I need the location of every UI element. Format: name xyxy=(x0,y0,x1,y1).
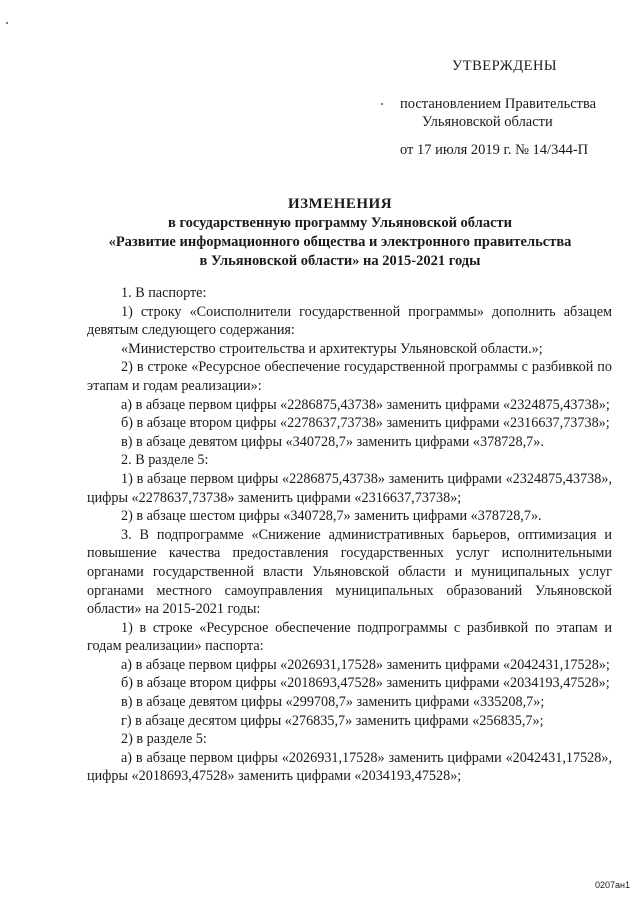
paragraph-12: 1) в строке «Ресурсное обеспечение подпрограммы с разбивкой по этапам и годам реализации» паспорта: xyxy=(87,619,612,655)
approval-date: от 17 июля 2019 г. № 14/344-П xyxy=(400,142,589,158)
document-code: 0207ан1 xyxy=(594,880,630,890)
approved-by: постановлением Правительства xyxy=(400,96,597,112)
paragraph-11: 3. В подпрограмме «Снижение административных барьеров, оптимизация и повышение качества предоставления государственных услуг исполнительными органами государственной власти Ульяновской области и муниципальных услуг органами местного самоуправления муниципальных образований Ульяновской области» на 2015-2021 годы: xyxy=(87,526,612,618)
approved-region: Ульяновской области xyxy=(422,114,553,130)
title-line-2: в государственную программу Ульяновской области xyxy=(167,215,512,231)
paragraph-15: в) в абзаце девятом цифры «299708,7» заменить цифрами «335208,7»; xyxy=(121,694,545,711)
approved-label: УТВЕРЖДЕНЫ xyxy=(452,58,558,74)
paragraph-9: 1) в абзаце первом цифры «2286875,43738» заменить цифрами «2324875,43738», цифры «2278637,73738» заменить цифрами «2316637,73738»; xyxy=(87,470,612,506)
paragraph-5: а) в абзаце первом цифры «2286875,43738» заменить цифрами «2324875,43738»; xyxy=(121,396,610,413)
paragraph-2: 1) строку «Соисполнители государственной программы» дополнить абзацем девятым следующего содержания: xyxy=(87,303,612,339)
paragraph-8: 2. В разделе 5: xyxy=(121,452,209,469)
paragraph-16: г) в абзаце десятом цифры «276835,7» заменить цифрами «256835,7»; xyxy=(121,712,544,729)
paragraph-13: а) в абзаце первом цифры «2026931,17528» заменить цифрами «2042431,17528»; xyxy=(121,656,610,673)
paragraph-17: 2) в разделе 5: xyxy=(121,731,207,748)
paragraph-4: 2) в строке «Ресурсное обеспечение государственной программы с разбивкой по этапам и годам реализации»: xyxy=(87,359,612,394)
scan-speck xyxy=(6,22,8,24)
paragraph-1: 1. В паспорте: xyxy=(121,285,207,301)
paragraph-14: б) в абзаце втором цифры «2018693,47528» заменить цифрами «2034193,47528»; xyxy=(121,675,610,692)
paragraph-3: «Министерство строительства и архитектуры Ульяновской области.»; xyxy=(121,340,543,357)
paragraph-10: 2) в абзаце шестом цифры «340728,7» заменить цифрами «378728,7». xyxy=(121,508,542,525)
paragraph-7: в) в абзаце девятом цифры «340728,7» заменить цифрами «378728,7». xyxy=(121,433,544,450)
scan-speck xyxy=(381,103,383,105)
document-title xyxy=(40,195,640,271)
paragraph-18: а) в абзаце первом цифры «2026931,17528» заменить цифрами «2042431,17528», цифры «2018693,47528» заменить цифрами «2034193,47528»; xyxy=(87,749,612,785)
title-line-4: в Ульяновской области» на 2015-2021 годы xyxy=(199,253,481,269)
paragraph-6: б) в абзаце втором цифры «2278637,73738» заменить цифрами «2316637,73738»; xyxy=(121,415,610,432)
title-line-1: ИЗМЕНЕНИЯ xyxy=(287,196,393,212)
title-line-3: «Развитие информационного общества и электронного правительства xyxy=(108,234,572,250)
document-body xyxy=(87,284,612,786)
